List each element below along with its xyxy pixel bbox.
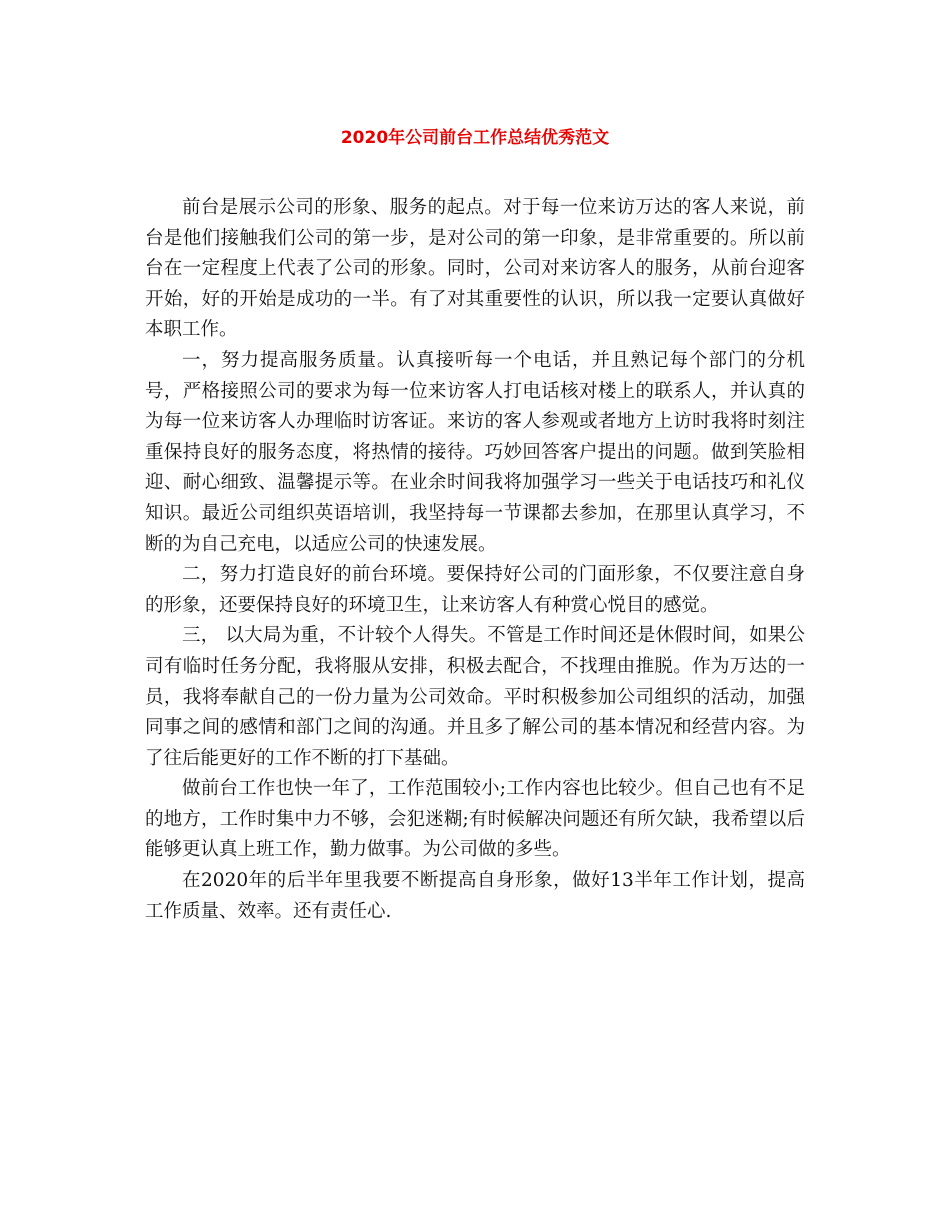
paragraph-plan: 在2020年的后半年里我要不断提高自身形象，做好13半年工作计划，提高工作质量、效率。还有责任心. <box>145 870 805 922</box>
paragraph-big-picture: 三， 以大局为重，不计较个人得失。不管是工作时间还是休假时间，如果公司有临时任务分配，我将服从安排，积极去配合，不找理由推脱。作为万达的一员，我将奉献自己的一份力量为公司效命。平时积极参加公司组织的活动，加强同事之间的感情和部门之间的沟通。并且多了解公司的基本情况和经营内容。为了往后能更好的工作不断的打下基础。 <box>145 625 805 769</box>
paragraph-self-review: 做前台工作也快一年了，工作范围较小;工作内容也比较少。但自己也有不足的地方，工作时集中力不够，会犯迷糊;有时候解决问题还有所欠缺，我希望以后能够更认真上班工作，勤力做事。为公司做的多些。 <box>145 778 805 861</box>
document-title: 2020年公司前台工作总结优秀范文 <box>340 128 610 148</box>
paragraph-environment: 二，努力打造良好的前台环境。要保持好公司的门面形象，不仅要注意自身的形象，还要保持良好的环境卫生，让来访客人有种赏心悦目的感觉。 <box>145 564 805 616</box>
paragraph-service-quality: 一，努力提高服务质量。认真接听每一个电话，并且熟记每个部门的分机号，严格接照公司的要求为每一位来访客人打电话核对楼上的联系人，并认真的为每一位来访客人办理临时访客证。来访的客人参观或者地方上访时我将时刻注重保持良好的服务态度，将热情的接待。巧妙回答客户提出的问题。做到笑脸相迎、耐心细致、温馨提示等。在业余时间我将加强学习一些关于电话技巧和礼仪知识。最近公司组织英语培训，我坚持每一节课都去参加，在那里认真学习，不断的为自己充电，以适应公司的快速发展。 <box>145 349 805 555</box>
paragraph-intro: 前台是展示公司的形象、服务的起点。对于每一位来访万达的客人来说，前台是他们接触我们公司的第一步，是对公司的第一印象，是非常重要的。所以前台在一定程度上代表了公司的形象。同时，公司对来访客人的服务，从前台迎客开始，好的开始是成功的一半。有了对其重要性的认识，所以我一定要认真做好本职工作。 <box>145 197 805 341</box>
document-body <box>145 193 805 927</box>
